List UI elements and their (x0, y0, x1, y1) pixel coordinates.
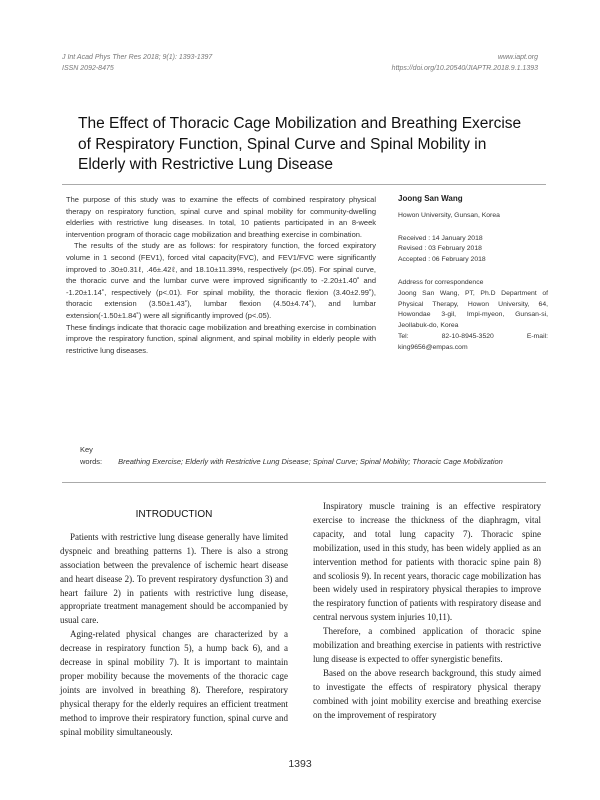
correspondence-contact: Tel: 82-10-8945-3520 E-mail: king9656@empas.com (398, 332, 548, 351)
abstract-paragraph-2: The results of the study are as follows: for respiratory function, the forced expiratory volume in 1 second (FEV1), forced vital capacity(FVC), and FEV1/FVC were significantly improved to .30±0.31ℓ, .46±.42ℓ, and 18.10±11.39%, respectively (p<.05). For spinal curve, the thoracic curve and the lumbar curve were improved significantly to -2.20±1.40˚ and -1.20±1.14˚, respectively (p<.01). For spinal mobility, the thoracic flexion (3.40±2.99˚), thoracic extension (3.50±1.43˚), lumbar flexion (4.50±4.74˚), and lumbar extension(-1.50±1.84˚) were all significantly improved (p<.05). (66, 241, 376, 320)
page-number: 1393 (288, 758, 312, 770)
keywords-label: Key words: (80, 445, 103, 466)
abstract (66, 194, 376, 356)
author-name: Joong San Wang (398, 194, 463, 203)
divider-bottom (62, 482, 546, 483)
body-column-left (60, 508, 288, 740)
received-date: Received : 14 January 2018 (398, 234, 483, 242)
intro-paragraph-3: Inspiratory muscle training is an effective respiratory exercise to increase the thickness of the diaphragm, vital capacity, and total lung capacity 7). Thoracic spine mobilization, used in this study, has been widely applied as an intervention method for patients with thoracic spine pain 8) and scoliosis 9). In recent years, thoracic cage mobilization has been widely used in respiratory physical therapies to improve the respiratory function of patients with respiratory disease and central nervous system injuries 10,11). (313, 501, 541, 623)
abstract-paragraph-3: These findings indicate that thoracic cage mobilization and breathing exercise in combination improve the respiratory function, spinal alignment, and spinal mobility in elderly people with restrictive lung diseases. (66, 322, 376, 355)
journal-doi: https://doi.org/10.20540/JIAPTR.2018.9.1.1393 (391, 65, 538, 72)
author-sidebar (398, 194, 548, 354)
journal-header-left (62, 52, 212, 74)
paper-title: The Effect of Thoracic Cage Mobilization and Breathing Exercise of Respiratory Function, Spinal Curve and Spinal Mobility in Elderly with Restrictive Lung Disease (78, 115, 522, 173)
intro-paragraph-2: Aging-related physical changes are characterized by a decrease in respiratory function 5), a hump back 6), and a decrease in spinal mobility 7). It is important to maintain proper mobility because the movements of the thoracic cage joints are involved in breathing 8). Therefore, respiratory physical therapy for the elderly requires an efficient treatment method to improve their respiratory function, spinal curve and spinal mobility simultaneously. (60, 629, 288, 737)
body-column-right (313, 500, 541, 723)
accepted-date: Accepted : 06 February 2018 (398, 256, 486, 264)
revised-date: Revised : 03 February 2018 (398, 245, 482, 253)
intro-paragraph-4: Therefore, a combined application of thoracic spine mobilization and breathing exercise in patients with restrictive lung disease is expected to offer synergistic benefits. (313, 626, 541, 664)
author-affiliation: Howon University, Gunsan, Korea (398, 211, 500, 219)
article-dates (398, 234, 548, 266)
journal-site: www.iapt.org (497, 54, 538, 61)
intro-paragraph-1: Patients with restrictive lung disease generally have limited dyspneic and breathing patterns 1). There is also a strong association between the prevalence of ischemic heart disease and heart disease 2). To prevent respiratory dysfunction 3) and heart failure 2) in patients with restrictive lung disease, appropriate treatment management should be accompanied by usual care. (60, 531, 288, 626)
correspondence-address: Joong San Wang, PT, Ph.D Department of Physical Therapy, Howon University, 64, Howondae 3-gil, Impi-myeon, Gunsan-si, Jeollabuk-do, Korea (398, 289, 548, 330)
keywords (80, 444, 550, 468)
journal-header-right (392, 52, 538, 74)
journal-citation: J Int Acad Phys Ther Res 2018; 9(1): 1393-1397 (62, 54, 213, 61)
correspondence-label: Address for correspondence (398, 278, 484, 286)
divider-top (62, 184, 546, 185)
section-heading-introduction: INTRODUCTION (135, 509, 213, 520)
journal-issn: ISSN 2092-8475 (62, 65, 114, 72)
intro-paragraph-5: Based on the above research background, this study aimed to investigate the effects of respiratory physical therapy combined with joint mobility exercise and breathing exercise on the improvement of respiratory (313, 667, 541, 720)
keywords-text: Breathing Exercise; Elderly with Restrictive Lung Disease; Spinal Curve; Spinal Mobility; Thoracic Cage Mobilization (118, 457, 503, 466)
abstract-paragraph-1: The purpose of this study was to examine the effects of combined respiratory physical therapy on respiratory function, spinal curve and spinal mobility for community-dwelling elderlies with restrictive lung diseases. In total, 10 patients participated in an 8-week intervention program of thoracic cage mobilization and breathing exercise in combination. (66, 195, 376, 239)
